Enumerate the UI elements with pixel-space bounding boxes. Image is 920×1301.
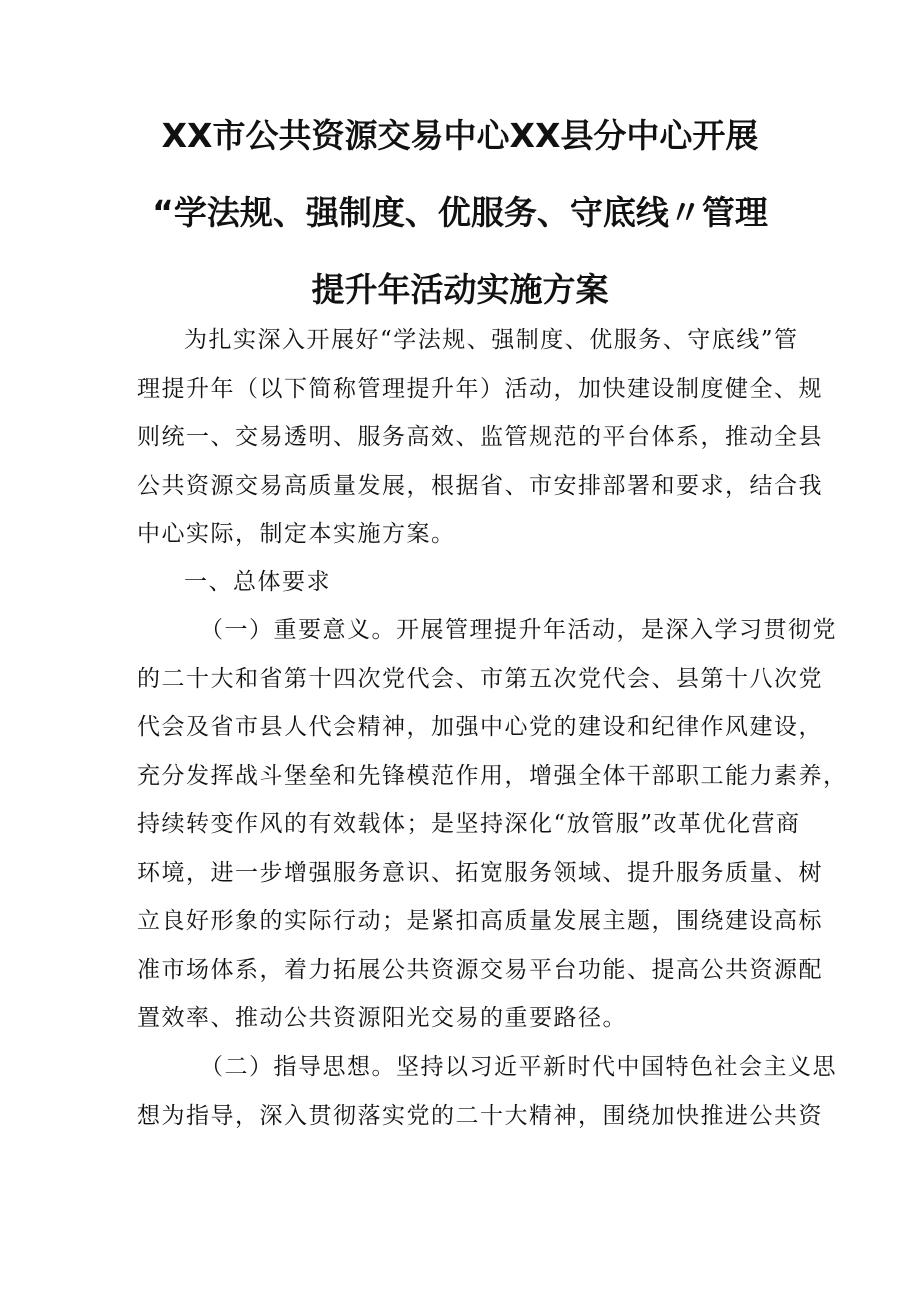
paragraph-line: 环境，进一步增强服务意识、拓宽服务领域、提升服务质量、树 bbox=[137, 859, 823, 886]
paragraph-line: 持续转变作风的有效载体；是坚持深化“放管服”改革优化营商 bbox=[137, 811, 801, 837]
intro-line: 理提升年（以下简称管理提升年）活动，加快建设制度健全、规 bbox=[137, 375, 823, 402]
paragraph-line: 想为指导，深入贯彻落实党的二十大精神，围绕加快推进公共资 bbox=[137, 1102, 823, 1129]
paragraph-line: （一）重要意义。开展管理提升年活动，是深入学习贯彻党 bbox=[200, 617, 837, 643]
document-title-line-1: XX市公共资源交易中心XX县分中心开展 bbox=[161, 116, 759, 155]
paragraph-line: （二）指导思想。坚持以习近平新时代中国特色社会主义思 bbox=[200, 1054, 837, 1080]
document-title-line-3: 提升年活动实施方案 bbox=[311, 270, 609, 309]
intro-line: 中心实际，制定本实施方案。 bbox=[137, 521, 456, 547]
paragraph-line: 准市场体系，着力拓展公共资源交易平台功能、提高公共资源配 bbox=[137, 956, 823, 983]
paragraph-line: 立良好形象的实际行动；是紧扣高质量发展主题，围绕建设高标 bbox=[137, 908, 823, 934]
paragraph-significance bbox=[137, 606, 848, 1043]
intro-line: 则统一、交易透明、服务高效、监管规范的平台体系，推动全县 bbox=[137, 424, 823, 450]
intro-line: 公共资源交易高质量发展，根据省、市安排部署和要求，结合我 bbox=[137, 472, 823, 499]
paragraph-line: 的二十大和省第十四次党代会、市第五次党代会、县第十八次党 bbox=[137, 665, 823, 692]
intro-line: 为扎实深入开展好“学法规、强制度、优服务、守底线”管 bbox=[184, 327, 799, 353]
paragraph-line: 置效率、推动公共资源阳光交易的重要路径。 bbox=[137, 1005, 627, 1031]
document-title-line-2: “学法规、强制度、优服务、守底线〃管理 bbox=[152, 193, 768, 232]
intro-paragraph bbox=[137, 316, 823, 559]
paragraph-line: 代会及省市县人代会精神，加强中心党的建设和纪律作风建设， bbox=[137, 714, 823, 740]
section-heading-overall-requirements bbox=[137, 558, 807, 607]
paragraph-guiding-ideology bbox=[137, 1043, 837, 1140]
paragraph-line: 充分发挥战斗堡垒和先锋模范作用，增强全体干部职工能力素养， bbox=[137, 762, 848, 789]
section-heading-text: 一、总体要求 bbox=[184, 569, 331, 595]
